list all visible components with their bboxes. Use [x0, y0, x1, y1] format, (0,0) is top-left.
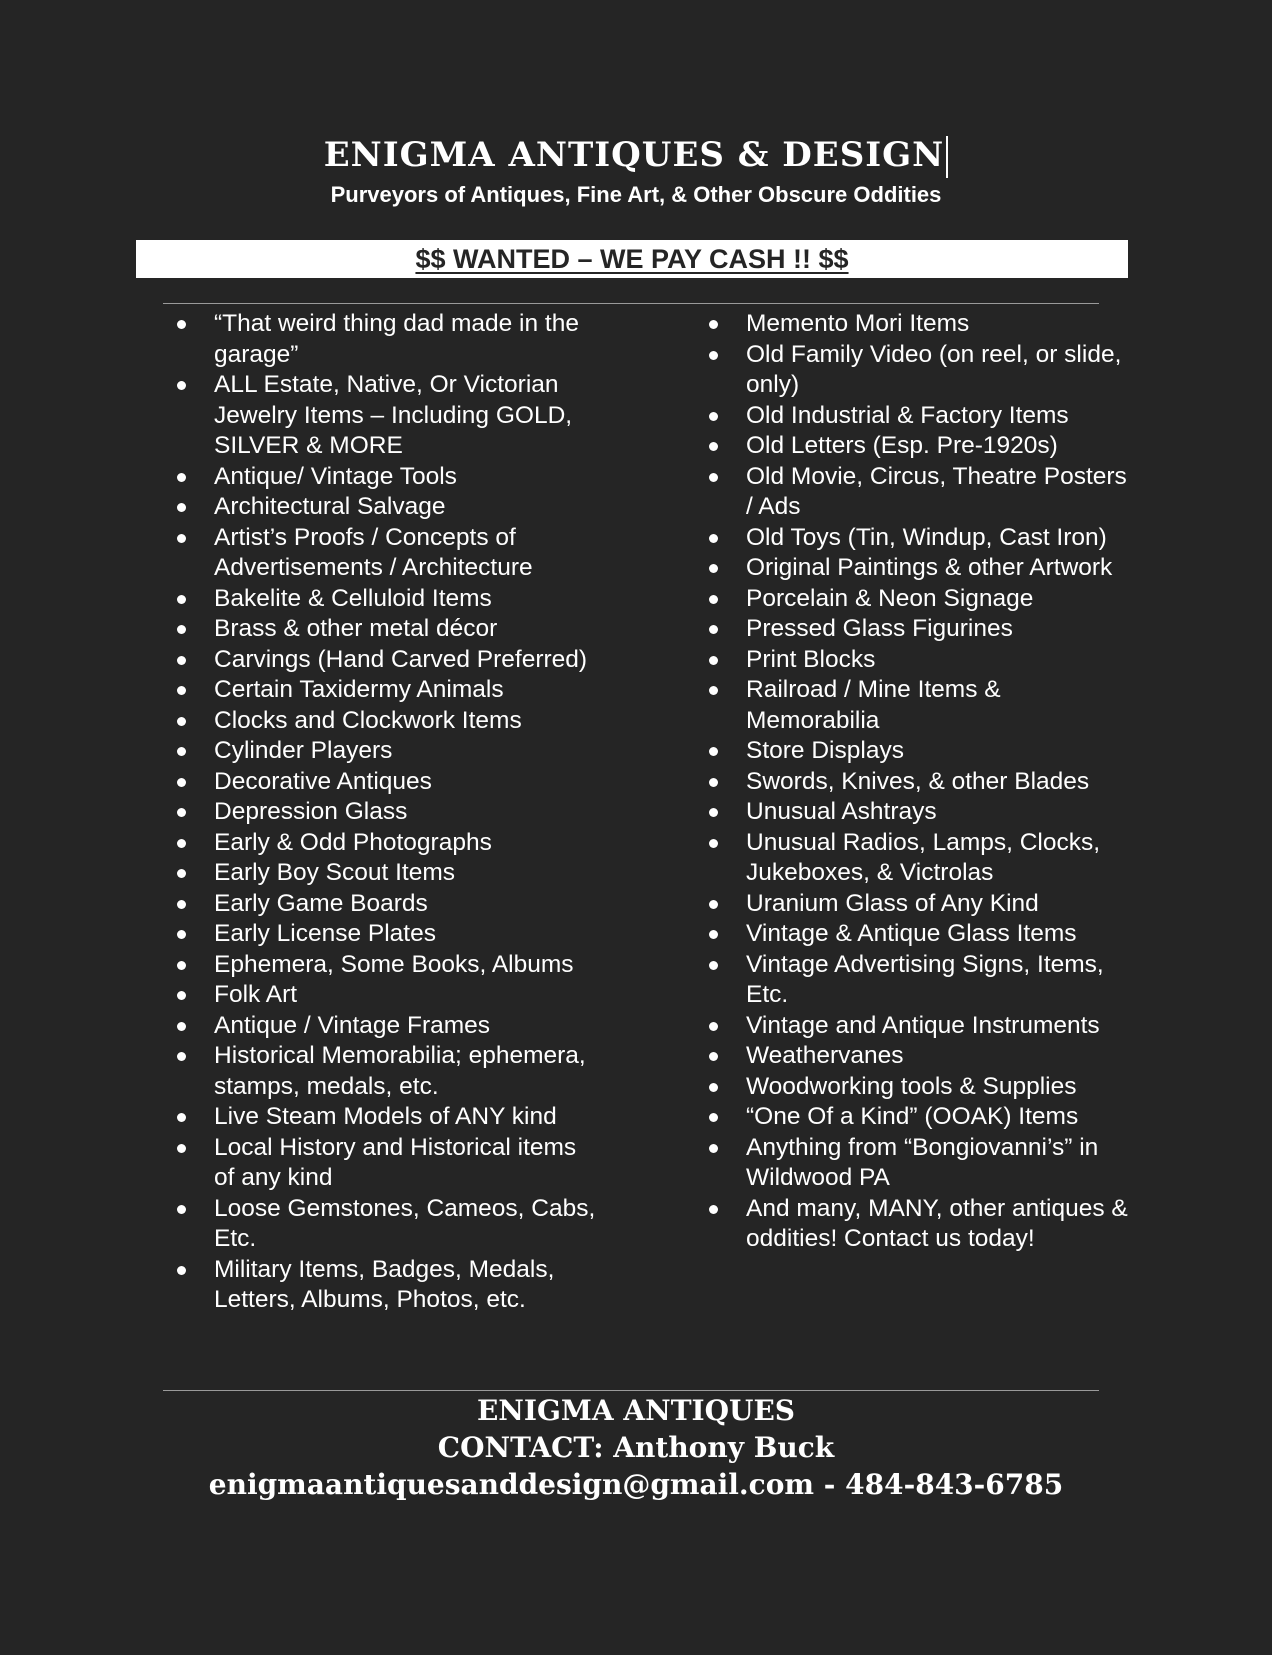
list-item: Early License Plates: [170, 919, 602, 950]
list-item: Historical Memorabilia; ephemera, stamps, medals, etc.: [170, 1041, 602, 1102]
list-item: Depression Glass: [170, 797, 602, 828]
footer-contact-details: enigmaantiquesanddesign@gmail.com - 484-843-6785: [208, 1468, 1064, 1501]
list-item: Carvings (Hand Carved Preferred): [170, 645, 602, 676]
bottom-divider: [163, 1390, 1099, 1391]
text-cursor: [946, 136, 948, 178]
list-item: Railroad / Mine Items & Memorabilia: [702, 675, 1138, 736]
list-item: Architectural Salvage: [170, 492, 602, 523]
list-item: Pressed Glass Figurines: [702, 614, 1138, 645]
list-item: Unusual Ashtrays: [702, 797, 1138, 828]
list-item: Early Game Boards: [170, 889, 602, 920]
list-item: Uranium Glass of Any Kind: [702, 889, 1138, 920]
list-item: Woodworking tools & Supplies: [702, 1072, 1138, 1103]
list-item: Bakelite & Celluloid Items: [170, 584, 602, 615]
list-item: Unusual Radios, Lamps, Clocks, Jukeboxes, & Victrolas: [702, 828, 1138, 889]
list-item: Swords, Knives, & other Blades: [702, 767, 1138, 798]
list-item: Brass & other metal décor: [170, 614, 602, 645]
list-item: Antique / Vintage Frames: [170, 1011, 602, 1042]
list-item: Antique/ Vintage Tools: [170, 462, 602, 493]
list-item: Old Toys (Tin, Windup, Cast Iron): [702, 523, 1138, 554]
wanted-banner: [136, 240, 1128, 278]
list-item: Early Boy Scout Items: [170, 858, 602, 889]
list-item: Porcelain & Neon Signage: [702, 584, 1138, 615]
list-item: Vintage and Antique Instruments: [702, 1011, 1138, 1042]
list-item: Store Displays: [702, 736, 1138, 767]
list-item: Original Paintings & other Artwork: [702, 553, 1138, 584]
footer-company: ENIGMA ANTIQUES: [476, 1394, 796, 1427]
list-item: And many, MANY, other antiques & oddities! Contact us today!: [702, 1194, 1138, 1255]
title-text: ENIGMA ANTIQUES & DESIGN: [323, 135, 945, 175]
list-item: Early & Odd Photographs: [170, 828, 602, 859]
list-item: Print Blocks: [702, 645, 1138, 676]
list-item: “That weird thing dad made in the garage”: [170, 309, 602, 370]
list-item: Local History and Historical items of any kind: [170, 1133, 602, 1194]
list-item: Old Industrial & Factory Items: [702, 401, 1138, 432]
left-item-list: [170, 309, 602, 1316]
page-title: [0, 132, 1272, 178]
list-item: Weathervanes: [702, 1041, 1138, 1072]
list-item: Decorative Antiques: [170, 767, 602, 798]
list-item: Vintage & Antique Glass Items: [702, 919, 1138, 950]
list-item: Military Items, Badges, Medals, Letters, Albums, Photos, etc.: [170, 1255, 602, 1316]
list-item: ALL Estate, Native, Or Victorian Jewelry Items – Including GOLD, SILVER & MORE: [170, 370, 602, 462]
list-item: Memento Mori Items: [702, 309, 1138, 340]
list-item: Vintage Advertising Signs, Items, Etc.: [702, 950, 1138, 1011]
list-item: Live Steam Models of ANY kind: [170, 1102, 602, 1133]
footer-contact: CONTACT: Anthony Buck: [437, 1431, 835, 1464]
list-item: Anything from “Bongiovanni’s” in Wildwood PA: [702, 1133, 1138, 1194]
banner-text: $$ WANTED – WE PAY CASH !! $$: [415, 244, 849, 274]
list-item: Artist’s Proofs / Concepts of Advertisements / Architecture: [170, 523, 602, 584]
list-item: Loose Gemstones, Cameos, Cabs, Etc.: [170, 1194, 602, 1255]
list-item: Old Movie, Circus, Theatre Posters / Ads: [702, 462, 1138, 523]
list-item: Certain Taxidermy Animals: [170, 675, 602, 706]
list-item: Old Family Video (on reel, or slide, only): [702, 340, 1138, 401]
right-item-list: [702, 309, 1138, 1255]
list-item: Folk Art: [170, 980, 602, 1011]
subtitle: Purveyors of Antiques, Fine Art, & Other Obscure Oddities: [330, 182, 942, 207]
list-item: “One Of a Kind” (OOAK) Items: [702, 1102, 1138, 1133]
list-item: Ephemera, Some Books, Albums: [170, 950, 602, 981]
list-item: Old Letters (Esp. Pre-1920s): [702, 431, 1138, 462]
list-item: Clocks and Clockwork Items: [170, 706, 602, 737]
top-divider: [163, 303, 1099, 304]
list-item: Cylinder Players: [170, 736, 602, 767]
